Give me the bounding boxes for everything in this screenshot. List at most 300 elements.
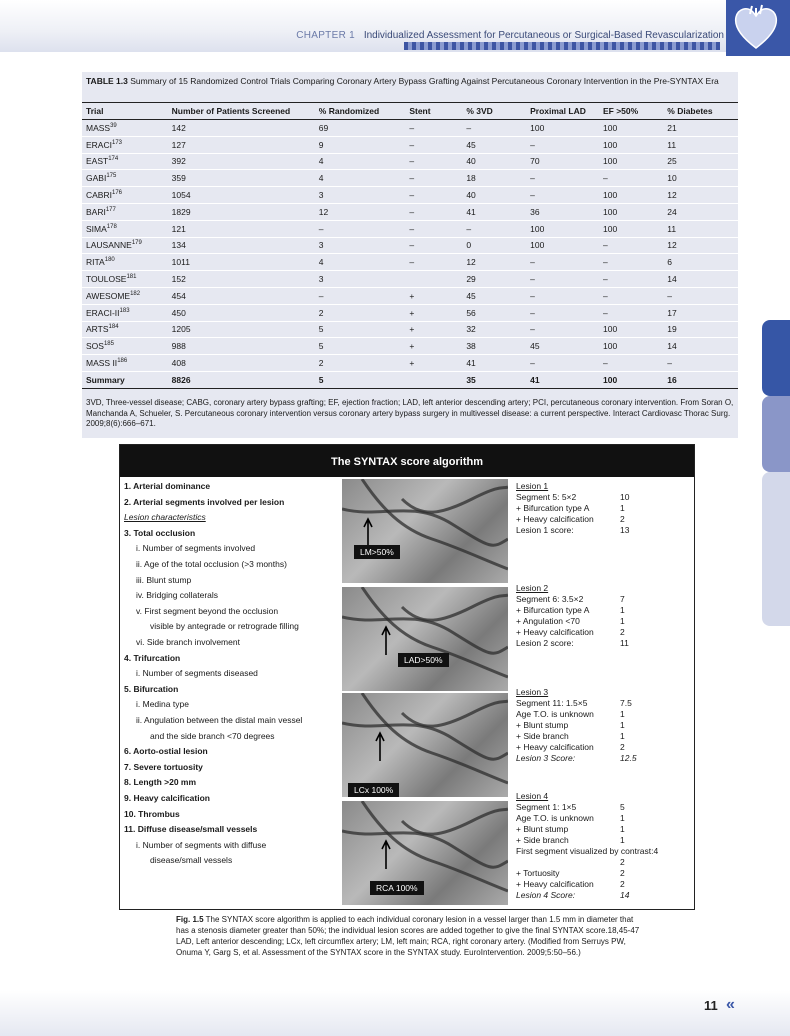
table-cell: – [405,153,462,170]
table-cell: 10 [663,170,738,187]
table-cell: 134 [168,237,315,254]
lesion-row-value: 2 [620,868,625,878]
reference-number: 185 [103,341,114,348]
table-cell: 1054 [168,187,315,204]
figure-caption [176,914,646,958]
syntax-figure [119,444,695,910]
table-cell: 8826 [168,371,315,388]
table-cell: 14 [663,271,738,288]
table-cell: 100 [599,220,663,237]
reference-number: 178 [106,223,117,230]
lesion-row-label: + Tortuosity [516,868,560,878]
algorithm-item: 6. Aorto-ostial lesion [124,746,208,757]
table-cell: 100 [599,136,663,153]
lesion-row-label: Segment 11: 1.5×5 [516,698,588,708]
algorithm-item: iii. Blunt stump [136,574,192,585]
table-row [82,170,738,187]
page-number: 11 [704,998,718,1013]
lesion-row [516,890,692,901]
reference-number: 174 [108,156,119,163]
angiogram-image [342,587,508,691]
table-cell: 5 [315,371,406,388]
arrow-icon [364,519,372,547]
lesion-row-value: 1 [620,503,625,513]
table-cell: – [462,220,526,237]
table-cell: 32 [462,321,526,338]
table-cell: – [526,271,599,288]
reference-number: 184 [108,324,119,331]
table-cell: 392 [168,153,315,170]
reference-number: 183 [119,307,130,314]
reference-number: 175 [106,173,117,180]
algorithm-item: i. Medina type [136,699,189,710]
table-cell: 12 [663,237,738,254]
vessel-drawing [342,479,508,583]
table-cell: – [405,120,462,137]
table-cell: 40 [462,153,526,170]
lesion-title: Lesion 3 [516,687,549,697]
table-cell: + [405,321,462,338]
trial-name: CABRI$^{176}$ [82,187,168,204]
side-tab [762,320,790,396]
lesion-row-value: 1 [620,605,625,615]
angiogram-label: LAD>50% [398,653,449,667]
table-cell: – [526,304,599,321]
arrow-icon [382,627,390,655]
column-header: % 3VD [462,103,526,120]
lesion-row-label: + Bifurcation type A [516,605,590,615]
table-cell: – [526,287,599,304]
table-row [82,203,738,220]
lesion-row [516,492,692,503]
table-cell: 3 [315,237,406,254]
lesion-title: Lesion 2 [516,583,549,593]
table-cell: – [599,254,663,271]
table-caption-text: Summary of 15 Randomized Control Trials Comparing Coronary Artery Bypass Grafting Against Percutaneous Coronary Intervention in the Pre-SYNTAX Era [130,76,719,86]
lesion-row-value: 2 [620,627,625,637]
table-cell: – [405,187,462,204]
trial-name: RITA$^{180}$ [82,254,168,271]
column-header: Stent [405,103,462,120]
trial-name: TOULOSE$^{181}$ [82,271,168,288]
table-cell: 16 [663,371,738,388]
lesion-row-value: 14 [620,890,630,900]
table-row [82,187,738,204]
table-cell: + [405,355,462,372]
lesion-row-value: 2 [620,742,625,752]
lesion-row-label: Lesion 4 Score: [516,890,576,900]
reference-number: 180 [104,257,115,264]
table-cell: – [526,170,599,187]
column-header: Number of Patients Screened [168,103,315,120]
lesion-row-value: 1 [620,720,625,730]
lesion-row [516,594,692,605]
lesion-row [516,638,692,649]
table-cell: 0 [462,237,526,254]
lesion-row [516,709,692,720]
table-footnote: 3VD, Three-vessel disease; CABG, coronary artery bypass grafting; EF, ejection fraction; LAD, left anterior descending artery; PCI, percutaneous coronary intervention. From Soran O, Manchanda A, Schueler, S. Percutaneous coronary intervention versus coronary artery bypass surgery in multivessel disease: a current perspective. Interact Cardiovasc Thorac Surg. 2009;8(6):666–671. [86,398,734,428]
algorithm-item: disease/small vessels [150,855,233,866]
table-cell: 18 [462,170,526,187]
algorithm-item: ii. Age of the total occlusion (>3 months) [136,559,287,569]
table-cell: – [663,287,738,304]
table-cell: 5 [315,338,406,355]
reference-number: 179 [131,240,142,247]
reference-number: 181 [126,274,137,281]
lesion-row-label: + Side branch [516,835,569,845]
table-cell: 45 [526,338,599,355]
table-row [82,287,738,304]
table-cell: 36 [526,203,599,220]
table-cell: 11 [663,220,738,237]
chapter-title: Individualized Assessment for Percutaneous or Surgical-Based Revascularization [363,30,724,41]
trial-name: ARTS$^{184}$ [82,321,168,338]
angiogram-label: LCx 100% [348,783,399,797]
lesion-row-label: Age T.O. is unknown [516,709,594,719]
table-cell [405,371,462,388]
lesion-row [516,616,692,627]
algorithm-item: 1. Arterial dominance [124,481,211,491]
chapter-badge [726,0,790,56]
table-cell: 56 [462,304,526,321]
table-cell: 127 [168,136,315,153]
table-cell: – [315,220,406,237]
reference-number: 39 [110,123,117,130]
arrow-icon [382,841,390,869]
lesion-row-label: + Blunt stump [516,824,569,834]
table-cell: – [599,237,663,254]
table-cell: + [405,287,462,304]
table-cell: 6 [663,254,738,271]
lesion-row-value: 7.5 [620,698,632,708]
trial-name: GABI$^{175}$ [82,170,168,187]
lesion-score-block [516,481,692,536]
lesion-row-value: 1 [620,813,625,823]
table-cell: 4 [315,153,406,170]
lesion-row-label: Age T.O. is unknown [516,813,594,823]
lesion-score-block [516,583,692,649]
lesion-row-value: 2 [620,879,625,889]
lesion-row-label: Segment 1: 1×5 [516,802,577,812]
table-cell: – [405,220,462,237]
reference-number: 177 [105,207,116,214]
lesion-row-label: Lesion 1 score: [516,525,574,535]
table-cell: 40 [462,187,526,204]
lesion-row-value: 13 [620,525,630,535]
table-cell: – [526,136,599,153]
lesion-row [516,824,692,835]
lesion-row [516,742,692,753]
table-cell: – [526,355,599,372]
table-cell: 100 [599,203,663,220]
lesion-row-value: 1 [620,835,625,845]
algorithm-item: 7. Severe tortuosity [124,761,203,772]
decorative-strip [404,42,720,50]
lesion-row-value: 7 [620,594,625,604]
lesion-row-value: 11 [620,638,629,648]
angiogram-label: LM>50% [354,545,400,559]
algorithm-item: and the side branch <70 degrees [150,730,275,741]
side-tab [762,396,790,472]
table-cell: + [405,304,462,321]
figure-caption-text: The SYNTAX score algorithm is applied to each individual coronary lesion in a vessel larger than 1.5 mm in diameter that has a stenosis diameter greater than 50%; the individual lesion scores are added together to give the final SYNTAX score.18,45-47 LAD, Left anterior descending; LCx, left circumflex artery; LM, left main; RCA, right coronary artery. (Modified from Serruys PW, Onuma Y, Garg S, et al. Assessment of the SYNTAX score in the SYNTAX study. EuroIntervention. 2009;5:50–56.) [176,915,640,957]
table-cell: – [599,170,663,187]
table-header-row [82,103,738,120]
table-cell: 45 [462,287,526,304]
angiogram-image [342,801,508,905]
table-cell: 100 [599,338,663,355]
table-row [82,220,738,237]
table-cell: 41 [462,355,526,372]
lesion-row-label: + Side branch [516,731,569,741]
table-cell: 3 [315,271,406,288]
lesion-row-label: + Heavy calcification [516,514,594,524]
table-cell: – [599,287,663,304]
table-cell: 100 [526,220,599,237]
lesion-row-value: 2 [620,857,625,867]
algorithm-item: i. Number of segments diseased [136,668,258,679]
algorithm-item: 2. Arterial segments involved per lesion [124,496,285,507]
algorithm-item: 4. Trifurcation [124,652,181,663]
table-row [82,120,738,137]
table-cell [405,271,462,288]
column-header: % Randomized [315,103,406,120]
table-row [82,338,738,355]
lesion-row-value: 12.5 [620,753,637,763]
figure-label: Fig. 1.5 [176,915,204,924]
lesion-row [516,857,692,868]
algorithm-item: 3. Total occlusion [124,527,196,538]
table-cell: 100 [599,153,663,170]
trial-name: SIMA$^{178}$ [82,220,168,237]
vessel-drawing [342,801,508,905]
table-cell: – [663,355,738,372]
table-cell: 450 [168,304,315,321]
table-cell: 2 [315,304,406,321]
side-tab [762,472,790,626]
trial-name: MASS$^{39}$ [82,120,168,137]
table-cell: 100 [526,120,599,137]
lesion-row-label: + Heavy calcification [516,742,594,752]
table-cell: – [599,271,663,288]
trial-name: BARI$^{177}$ [82,203,168,220]
table-cell: 35 [462,371,526,388]
vessel-drawing [342,693,508,797]
lesion-title: Lesion 1 [516,481,549,491]
table-caption [86,76,726,87]
algorithm-item: 9. Heavy calcification [124,793,210,803]
table-cell: 100 [526,237,599,254]
lesion-row [516,605,692,616]
algorithm-item: Lesion characteristics [124,512,206,523]
algorithm-item: i. Number of segments with diffuse [136,839,267,850]
lesion-row-label: + Heavy calcification [516,627,594,637]
table-cell: – [315,287,406,304]
table-row [82,136,738,153]
lesion-row [516,698,692,709]
table-cell: – [405,254,462,271]
table-row [82,321,738,338]
algorithm-item: vi. Side branch involvement [136,637,240,647]
table-cell: 3 [315,187,406,204]
algorithm-item: ii. Angulation between the distal main vessel [136,715,303,725]
angiogram-image [342,479,508,583]
table-row [82,355,738,372]
table-cell: – [462,120,526,137]
lesion-row-label: Lesion 2 score: [516,638,574,648]
lesion-row-label: Segment 6: 3.5×2 [516,594,584,604]
algorithm-item: visible by antegrade or retrograde filling [150,621,299,632]
table-cell: 70 [526,153,599,170]
vessel-drawing [342,587,508,691]
lesion-row-value: 2 [620,514,625,524]
lesion-row-value: 1 [620,731,625,741]
back-arrow-icon[interactable]: « [726,996,735,1013]
table-cell: – [405,203,462,220]
table-cell: 100 [599,371,663,388]
table-cell: – [599,355,663,372]
table-cell: 5 [315,321,406,338]
table-cell: – [405,170,462,187]
reference-number: 176 [111,190,122,197]
table-label: TABLE 1.3 [86,76,128,86]
table-cell: 408 [168,355,315,372]
algorithm-item: iv. Bridging collaterals [136,590,219,601]
table-cell: 24 [663,203,738,220]
column-header: EF >50% [599,103,663,120]
table-cell: 38 [462,338,526,355]
table-cell: 359 [168,170,315,187]
reference-number: 182 [130,291,141,298]
lesion-row [516,879,692,890]
table-cell: 25 [663,153,738,170]
lesion-score-block [516,791,692,901]
table-row [82,153,738,170]
algorithm-item: 10. Thrombus [124,808,180,819]
lesion-row [516,753,692,764]
table-cell: 19 [663,321,738,338]
table-cell: 9 [315,136,406,153]
lesion-row-label: Segment 5: 5×2 [516,492,577,502]
footer-band [0,990,790,1036]
table-cell: 1205 [168,321,315,338]
table-row [82,304,738,321]
table-cell: 45 [462,136,526,153]
table-cell: 29 [462,271,526,288]
table-cell: – [526,187,599,204]
lesion-row [516,731,692,742]
arrow-icon [376,733,384,761]
table-cell: 41 [526,371,599,388]
table-cell: – [405,136,462,153]
table-cell: – [526,254,599,271]
table-cell: – [405,237,462,254]
table-cell: 454 [168,287,315,304]
table-cell: – [526,321,599,338]
angiogram-label: RCA 100% [370,881,424,895]
trial-name: LAUSANNE$^{179}$ [82,237,168,254]
table-cell: 988 [168,338,315,355]
table-block [82,72,738,438]
lesion-row [516,514,692,525]
heart-icon [730,2,782,52]
trial-name: Summary [82,371,168,388]
table-cell: 21 [663,120,738,137]
table-row [82,371,738,388]
lesion-row [516,868,692,879]
lesion-row [516,846,692,857]
table-cell: 69 [315,120,406,137]
lesion-row [516,813,692,824]
running-header [296,30,724,41]
lesion-row [516,503,692,514]
lesion-score-block [516,687,692,764]
lesion-row-value: 1 [620,616,625,626]
lesion-row-value: 1 [620,824,625,834]
table-cell: 152 [168,271,315,288]
trials-table [82,102,738,389]
algorithm-item: 5. Bifurcation [124,683,179,694]
lesion-row-label: + Blunt stump [516,720,569,730]
trial-name: EAST$^{174}$ [82,153,168,170]
table-row [82,271,738,288]
reference-number: 186 [117,358,128,365]
algorithm-item: i. Number of segments involved [136,543,256,554]
table-cell: 2 [315,355,406,372]
angiogram-image [342,693,508,797]
lesion-row [516,835,692,846]
table-cell: 14 [663,338,738,355]
lesion-row [516,525,692,536]
table-cell: 17 [663,304,738,321]
table-cell: 4 [315,170,406,187]
table-cell: 4 [315,254,406,271]
table-cell: 1011 [168,254,315,271]
lesion-row-label: First segment visualized by contrast:4 [516,846,659,856]
lesion-row [516,627,692,638]
algorithm-item: 8. Length >20 mm [124,777,197,788]
trial-name: ERACI$^{173}$ [82,136,168,153]
table-cell: 12 [462,254,526,271]
table-cell: 41 [462,203,526,220]
lesion-row [516,720,692,731]
lesion-row-value: 10 [620,492,630,502]
trial-name: ERACI-II$^{183}$ [82,304,168,321]
table-cell: 12 [663,187,738,204]
table-cell: 142 [168,120,315,137]
lesion-row-label: + Angulation <70 [516,616,580,626]
trial-name: AWESOME$^{182}$ [82,287,168,304]
table-cell: 100 [599,187,663,204]
trial-name: MASS II$^{186}$ [82,355,168,372]
table-cell: 121 [168,220,315,237]
reference-number: 173 [111,139,122,146]
column-header: % Diabetes [663,103,738,120]
chapter-label: CHAPTER 1 [296,30,356,41]
lesion-row-value: 5 [620,802,625,812]
column-header: Proximal LAD [526,103,599,120]
table-row [82,237,738,254]
lesion-row-label: + Bifurcation type A [516,503,590,513]
table-cell: + [405,338,462,355]
table-cell: 12 [315,203,406,220]
algorithm-item: v. First segment beyond the occlusion [136,605,279,616]
lesion-row-label: Lesion 3 Score: [516,753,576,763]
lesion-title: Lesion 4 [516,791,549,801]
table-cell: 11 [663,136,738,153]
column-header: Trial [82,103,168,120]
table-cell: – [599,304,663,321]
